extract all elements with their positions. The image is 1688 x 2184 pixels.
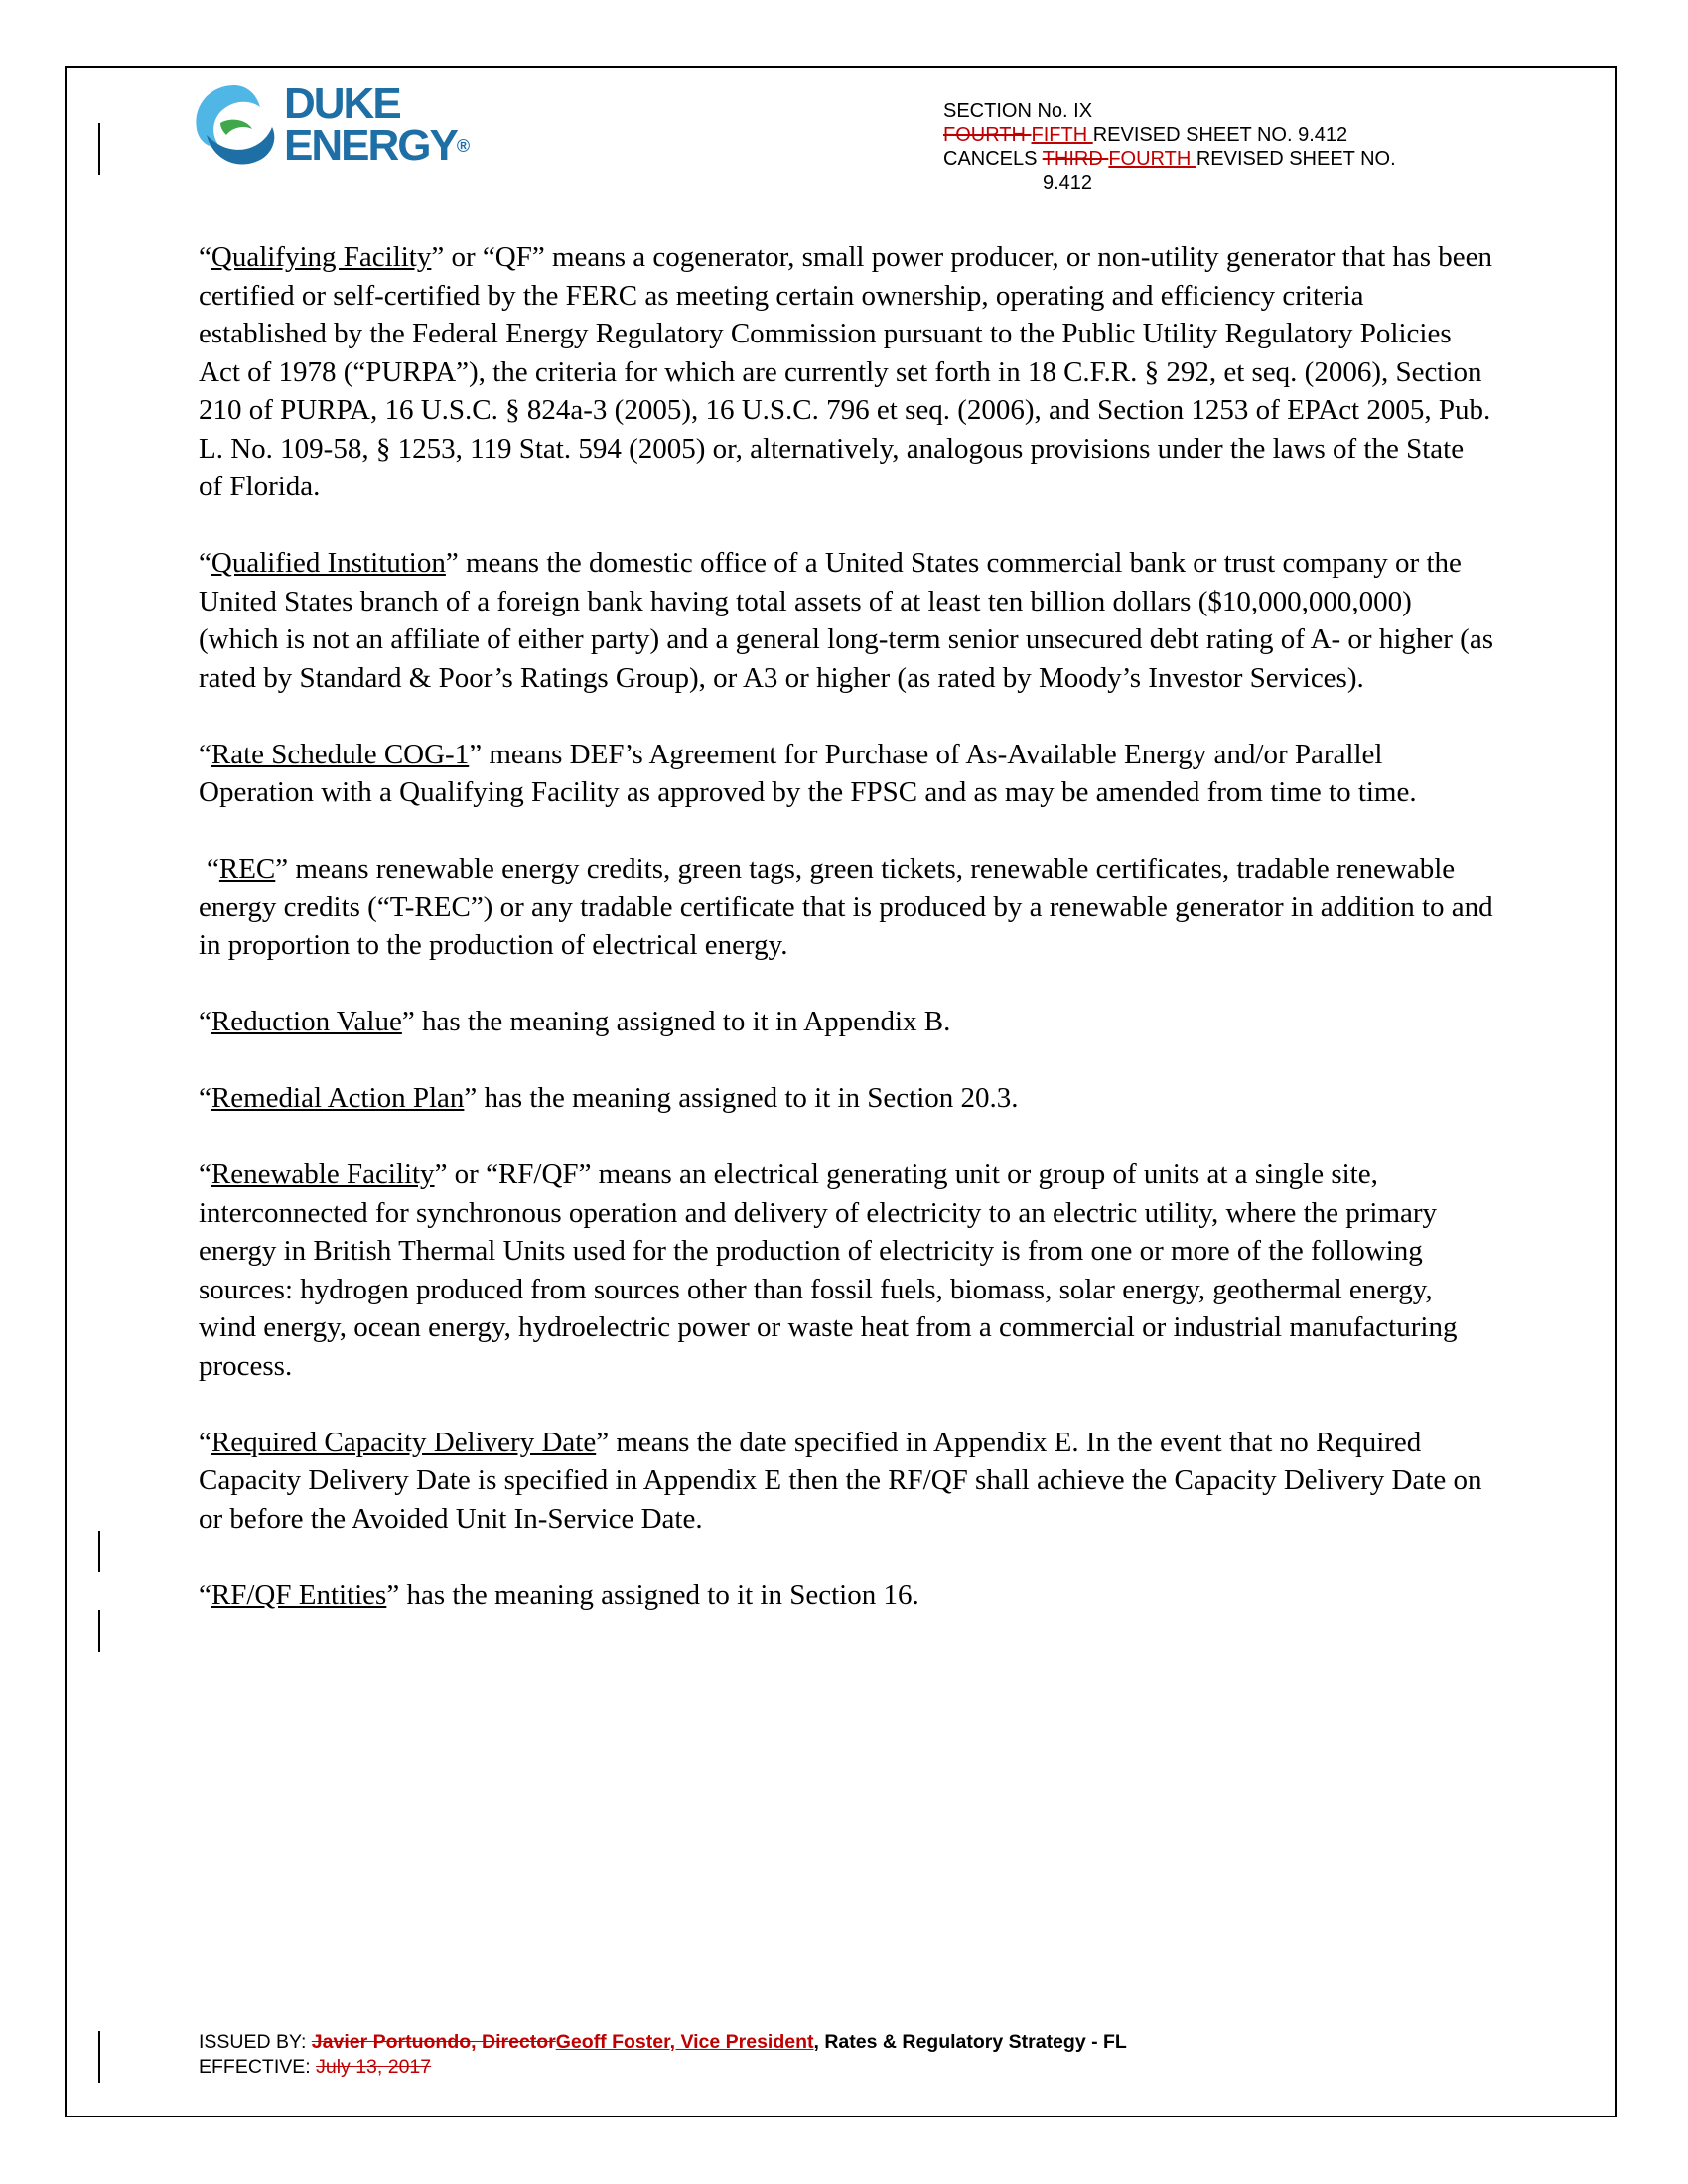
definition-text: ” means DEF’s Agreement for Purchase of As-Available Energy and/or Parallel Operation with a Qualifying Facility as approved by the FPSC and as may be amended from time to time. xyxy=(199,738,1417,808)
definitions-body xyxy=(199,238,1494,1653)
definition-paragraph: “Qualified Institution” means the domestic office of a United States commercial bank or trust company or the United States branch of a foreign bank having total assets of at least ten billion dollars ($10,000,000,000) (which is not an affiliate of either party) and a general long-term senior unsecured debt rating of A- or higher (as rated by Standard & Poor’s Ratings Group), or A3 or higher (as rated by Moody’s Investor Services). xyxy=(199,547,1493,694)
cancels-sheet-line: CANCELS THIRD FOURTH REVISED SHEET NO. xyxy=(943,148,1396,170)
deleted-revision: THIRD xyxy=(1042,148,1109,170)
inserted-issuer: Geoff Foster, Vice President xyxy=(555,2031,814,2053)
issued-by-line: ISSUED BY: Javier Portuondo, DirectorGeoff Foster, Vice President, Rates & Regulatory Strategy - FL xyxy=(199,2031,1127,2053)
section-number: SECTION No. IX xyxy=(943,100,1093,122)
definition-paragraph: “Renewable Facility” or “RF/QF” means an electrical generating unit or group of units at a single site, interconnected for synchronous operation and delivery of electricity to an electric utility, where the primary energy in British Thermal Units used for the production of electricity is from one or more of the following sources: hydrogen produced from sources other than fossil fuels, biomass, solar energy, geothermal energy, wind energy, ocean energy, hydroelectric power or waste heat from a commercial or industrial manufacturing process. xyxy=(199,1159,1458,1382)
defined-term: REC xyxy=(218,853,276,885)
sheet-header xyxy=(943,99,1499,195)
cancels-sheet-number: 9.412 xyxy=(1043,172,1093,194)
definition-text: ” or “RF/QF” means an electrical generating unit or group of units at a single site, interconnected for synchronous operation and delivery of electricity to an electric utility, where the primary energy in British Thermal Units used for the production of electricity is from one or more of the following sources: hydrogen produced from sources other than fossil fuels, biomass, solar energy, geothermal energy, wind energy, ocean energy, hydroelectric power or waste heat from a commercial or industrial manufacturing process. xyxy=(199,1159,1458,1382)
duke-energy-logo-mark xyxy=(187,77,282,177)
deleted-effective-date: July 13, 2017 xyxy=(316,2056,432,2078)
definition-text: ” means the domestic office of a United States commercial bank or trust company or the United States branch of a foreign bank having total assets of at least ten billion dollars ($10,000,000,000) (which is not an affiliate of either party) and a general long-term senior unsecured debt rating of A- or higher (as rated by Standard & Poor’s Ratings Group), or A3 or higher (as rated by Moody’s Investor Services). xyxy=(199,547,1493,694)
definition-text: ” means the date specified in Appendix E. In the event that no Required Capacity Delivery Date is specified in Appendix E then the RF/QF shall achieve the Capacity Delivery Date on or before the Avoided Unit In-Service Date. xyxy=(199,1426,1482,1535)
change-bar xyxy=(98,1610,100,1652)
definition-paragraph: “Reduction Value” has the meaning assigned to it in Appendix B. xyxy=(199,1006,951,1037)
defined-term: Qualifying Facility xyxy=(211,241,432,273)
definition-paragraph: “REC” means renewable energy credits, green tags, green tickets, renewable certificates, tradable renewable energy credits (“T-REC”) or any tradable certificate that is produced by a renewable generator in addition to and in proportion to the production of electrical energy. xyxy=(199,853,1493,961)
registered-mark: ® xyxy=(456,136,471,156)
change-bar xyxy=(98,1531,100,1572)
defined-term: Rate Schedule COG-1 xyxy=(211,738,470,770)
duke-energy-logo xyxy=(187,77,475,177)
definition-text: ” or “QF” means a cogenerator, small power producer, or non-utility generator that has been certified or self-certified by the FERC as meeting certain ownership, operating and efficiency criteria established by the Federal Energy Regulatory Commission pursuant to the Public Utility Regulatory Policies Act of 1978 (“PURPA”), the criteria for which are currently set forth in 18 C.F.R. § 292, et seq. (2006), Section 210 of PURPA, 16 U.S.C. § 824a-3 (2005), 16 U.S.C. 796 et seq. (2006), and Section 1253 of EPAct 2005, Pub. L. No. 109-58, § 1253, 119 Stat. 594 (2005) or, alternatively, analogous provisions under the laws of the State of Florida. xyxy=(199,241,1493,502)
defined-term: Qualified Institution xyxy=(211,547,446,579)
defined-term: Required Capacity Delivery Date xyxy=(211,1426,597,1458)
definition-paragraph: “Remedial Action Plan” has the meaning assigned to it in Section 20.3. xyxy=(199,1082,1019,1114)
change-bar xyxy=(98,2031,100,2083)
deleted-issuer: Javier Portuondo, Director xyxy=(311,2031,556,2053)
effective-line: EFFECTIVE: July 13, 2017 xyxy=(199,2056,432,2078)
logo-line-duke: DUKE xyxy=(284,79,400,128)
defined-term: Renewable Facility xyxy=(211,1159,435,1190)
inserted-revision: FOURTH xyxy=(1108,148,1196,170)
deleted-revision: FOURTH xyxy=(943,124,1032,146)
definition-text: ” has the meaning assigned to it in Section 16. xyxy=(386,1578,919,1611)
defined-term: RF/QF Entities xyxy=(211,1578,387,1611)
logo-line-energy: ENERGY® xyxy=(284,121,471,170)
change-bar xyxy=(98,123,100,175)
definition-text: ” means renewable energy credits, green tags, green tickets, renewable certificates, tradable renewable energy credits (“T-REC”) or any tradable certificate that is produced by a renewable generator in addition to and in proportion to the production of electrical energy. xyxy=(199,853,1493,961)
definition-paragraph: “Required Capacity Delivery Date” means the date specified in Appendix E. In the event that no Required Capacity Delivery Date is specified in Appendix E then the RF/QF shall achieve the Capacity Delivery Date on or before the Avoided Unit In-Service Date. xyxy=(199,1426,1482,1535)
definition-text: ” has the meaning assigned to it in Appendix B. xyxy=(401,1006,951,1037)
sheet-footer xyxy=(199,2030,1489,2080)
definition-paragraph: “Rate Schedule COG-1” means DEF’s Agreement for Purchase of As-Available Energy and/or Parallel Operation with a Qualifying Facility as approved by the FPSC and as may be amended from time to time. xyxy=(199,738,1417,808)
revised-sheet-line: FOURTH FIFTH REVISED SHEET NO. 9.412 xyxy=(943,124,1348,146)
duke-energy-wordmark xyxy=(284,79,471,170)
definition-paragraph: “RF/QF Entities” has the meaning assigned to it in Section 16. xyxy=(199,1578,919,1611)
inserted-revision: FIFTH xyxy=(1031,124,1093,146)
definition-paragraph: “Qualifying Facility” or “QF” means a cogenerator, small power producer, or non-utility generator that has been certified or self-certified by the FERC as meeting certain ownership, operating and efficiency criteria established by the Federal Energy Regulatory Commission pursuant to the Public Utility Regulatory Policies Act of 1978 (“PURPA”), the criteria for which are currently set forth in 18 C.F.R. § 292, et seq. (2006), Section 210 of PURPA, 16 U.S.C. § 824a-3 (2005), 16 U.S.C. 796 et seq. (2006), and Section 1253 of EPAct 2005, Pub. L. No. 109-58, § 1253, 119 Stat. 594 (2005) or, alternatively, analogous provisions under the laws of the State of Florida. xyxy=(199,241,1493,502)
defined-term: Reduction Value xyxy=(211,1006,402,1037)
defined-term: Remedial Action Plan xyxy=(211,1082,465,1114)
definition-text: ” has the meaning assigned to it in Section 20.3. xyxy=(464,1082,1019,1114)
